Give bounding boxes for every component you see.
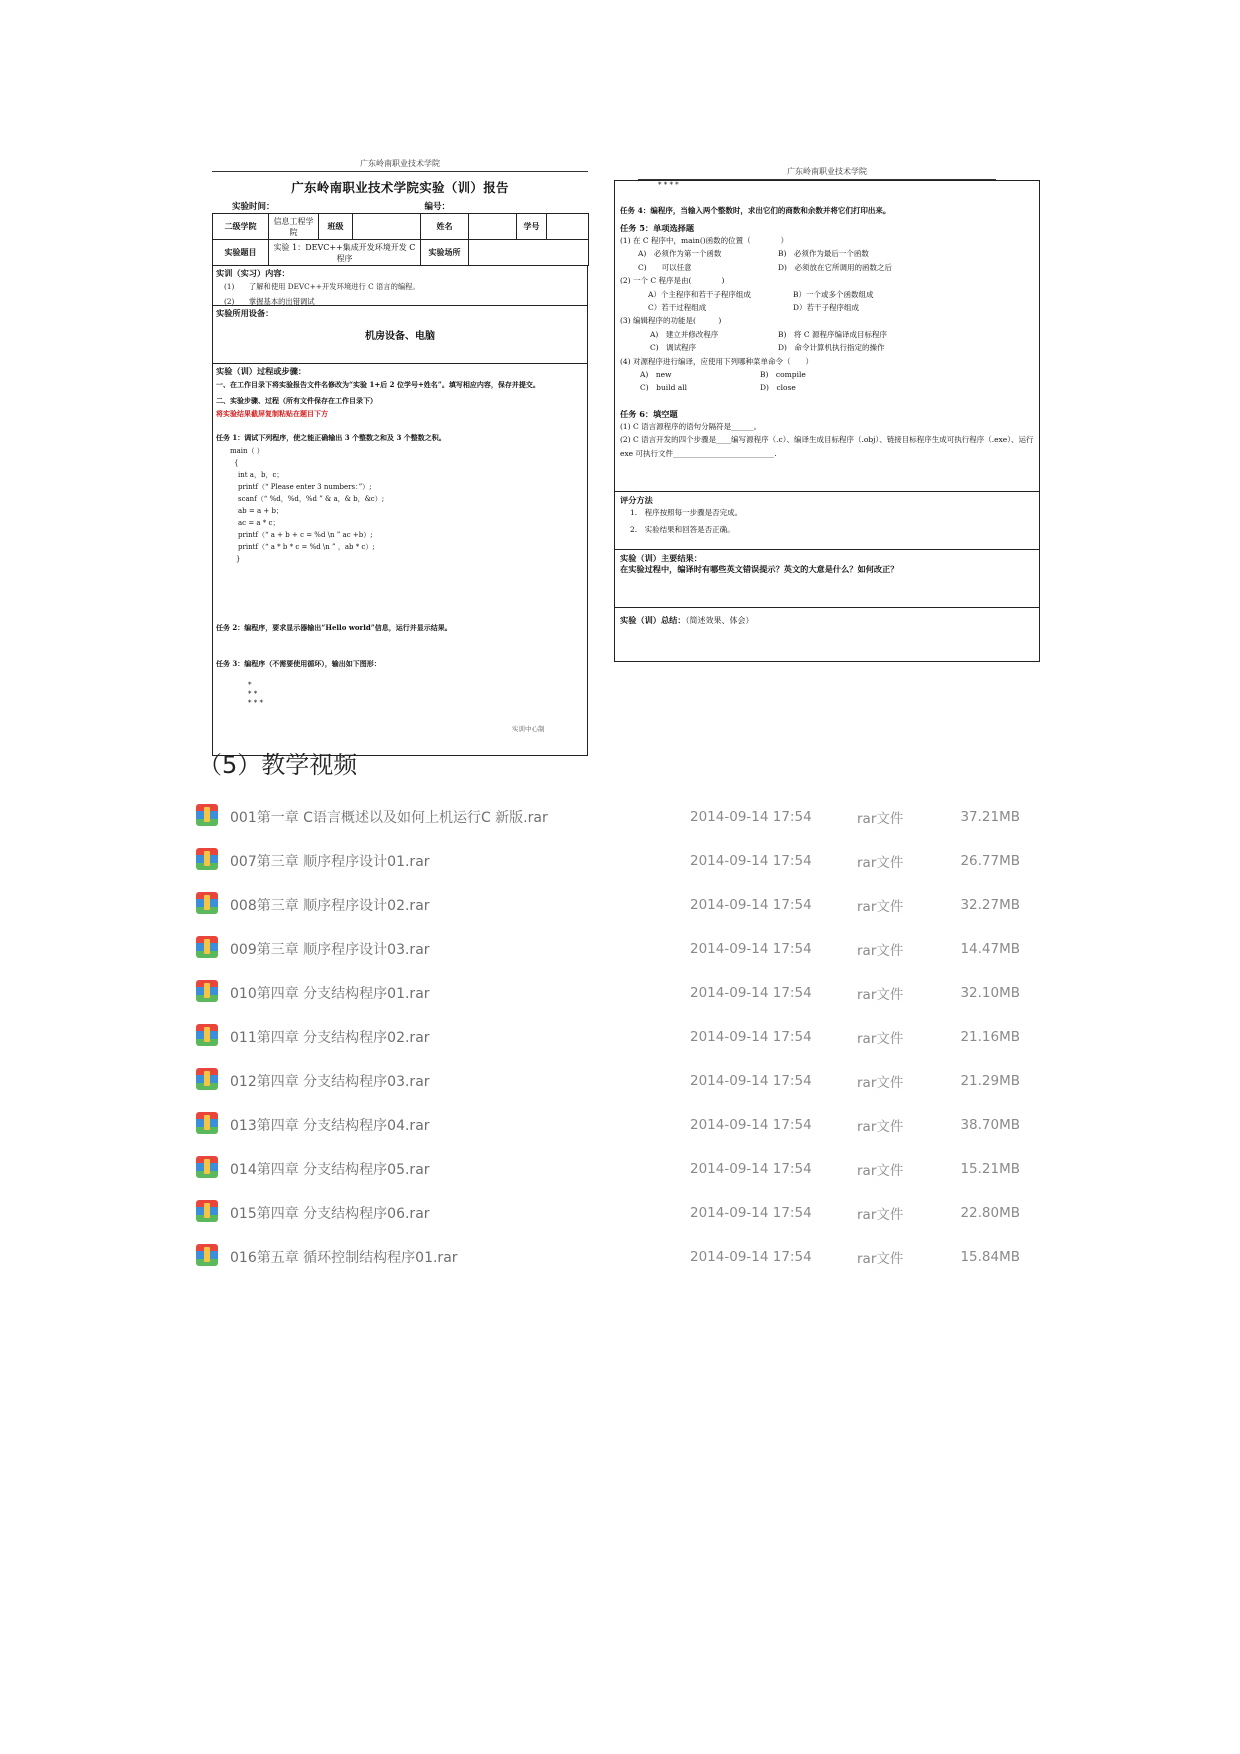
options-row [620, 247, 1034, 260]
option: C) build all [640, 383, 688, 393]
option: B) compile [760, 370, 806, 380]
code-line: int a，b，c； [238, 471, 284, 479]
option: D) close [760, 383, 796, 393]
file-size: 32.10MB [960, 985, 1020, 1001]
options-row [620, 301, 1034, 314]
steps-heading: 实验（训）过程或步骤： [216, 366, 307, 376]
place-label: 实验场所 [421, 240, 469, 266]
fill-question: (1) C 语言源程序的语句分隔符是______。 [620, 421, 762, 431]
file-size: 38.70MB [960, 1117, 1020, 1133]
task1-text: 任务 1：调试下列程序，使之能正确输出 3 个整数之和及 3 个整数之积。 [216, 433, 446, 442]
summary-hint: （简述效果、体会） [685, 616, 754, 625]
list-item[interactable] [196, 839, 1036, 883]
option: C) 可以任意 [638, 262, 692, 272]
grading-item: 1. 程序按照每一步骤是否完成。 [630, 508, 743, 517]
file-name[interactable]: 016第五章 循环控制结构程序01.rar [230, 1250, 458, 1266]
report-page-right [614, 166, 1040, 706]
equipment-heading: 实验所用设备： [216, 308, 274, 318]
topic-value: 实验 1：DEVC++集成开发环境开发 C 程序 [269, 240, 421, 266]
option: A）个主程序和若干子程序组成 [648, 289, 751, 299]
option: D）若干子程序组成 [793, 303, 860, 313]
file-type: rar文件 [857, 899, 904, 915]
code-line: } [236, 555, 241, 563]
option: B) 将 C 源程序编译成目标程序 [778, 329, 887, 339]
result-heading: 实验（训）主要结果： [620, 553, 702, 563]
id-value [547, 214, 589, 240]
file-type: rar文件 [857, 855, 904, 871]
content-heading: 实训（实习）内容： [216, 268, 290, 278]
file-name[interactable]: 001第一章 C语言概述以及如何上机运行C 新版.rar [230, 810, 548, 826]
number-label: 编号： [424, 202, 451, 212]
list-item[interactable] [196, 1235, 1036, 1279]
result-section [614, 550, 1040, 608]
file-size: 32.27MB [960, 897, 1020, 913]
file-name[interactable]: 014第四章 分支结构程序05.rar [230, 1162, 430, 1178]
rar-archive-icon [196, 1068, 218, 1090]
file-date: 2014-09-14 17:54 [690, 1073, 812, 1089]
file-size: 22.80MB [960, 1205, 1020, 1221]
file-date: 2014-09-14 17:54 [690, 853, 812, 869]
star-line: * [248, 681, 252, 689]
file-date: 2014-09-14 17:54 [690, 1161, 812, 1177]
file-type: rar文件 [857, 1207, 904, 1223]
code-block [216, 445, 584, 565]
steps-instruction-2: 二、实验步骤、过程（所有文件保存在工作目录下） [216, 396, 377, 405]
fill-question: (2) C 语言开发的四个步骤是____编写源程序（.c）、编译生成目标程序（.obj）、链接目标程序生成可执行程序（.exe）、运行 exe 可执行文件___________________________. [620, 435, 1034, 458]
list-item[interactable] [196, 1147, 1036, 1191]
steps-red-note: 将实验结果截屏复制粘贴在题目下方 [216, 409, 328, 418]
file-date: 2014-09-14 17:54 [690, 897, 812, 913]
file-type: rar文件 [857, 1163, 904, 1179]
code-line: main（ ） [230, 447, 264, 455]
result-text: 在实验过程中，编译时有哪些英文错误提示？英文的大意是什么？如何改正？ [620, 564, 899, 574]
option: D) 必须放在它所调用的函数之后 [778, 262, 892, 272]
time-label: 实验时间： [232, 202, 275, 212]
file-type: rar文件 [857, 943, 904, 959]
topic-label: 实验题目 [213, 240, 269, 266]
file-name[interactable]: 009第三章 顺序程序设计03.rar [230, 942, 430, 958]
equipment-section [212, 306, 588, 364]
file-date: 2014-09-14 17:54 [690, 1205, 812, 1221]
task4-text: 任务 4：编程序，当输入两个整数时，求出它们的商数和余数并将它们打印出来。 [620, 206, 891, 215]
rar-archive-icon [196, 1244, 218, 1266]
task5-6-section [614, 220, 1040, 492]
rar-archive-icon [196, 1024, 218, 1046]
content-item: (1) 了解和使用 DEVC++开发环境进行 C 语言的编程。 [224, 282, 420, 291]
file-name[interactable]: 015第四章 分支结构程序06.rar [230, 1206, 430, 1222]
file-name[interactable]: 010第四章 分支结构程序01.rar [230, 986, 430, 1002]
option: A) new [640, 370, 672, 380]
rar-archive-icon [196, 892, 218, 914]
task6-heading: 任务 6：填空题 [620, 408, 678, 419]
code-line: ac = a * c； [238, 519, 280, 527]
list-item[interactable] [196, 971, 1036, 1015]
code-line: printf（“ a + b + c = %d \n ” ac +b）; [238, 531, 373, 539]
file-date: 2014-09-14 17:54 [690, 1249, 812, 1265]
question: (1) 在 C 程序中，main()函数的位置（ ） [620, 236, 789, 245]
place-value [469, 240, 589, 266]
file-list [196, 795, 1036, 1279]
file-size: 26.77MB [960, 853, 1020, 869]
section-title: （5）教学视频 [198, 751, 358, 779]
file-name[interactable]: 011第四章 分支结构程序02.rar [230, 1030, 430, 1046]
report-title: 广东岭南职业技术学院实验（训）报告 [291, 180, 509, 195]
option: B）一个或多个函数组成 [793, 289, 874, 299]
rar-archive-icon [196, 804, 218, 826]
file-date: 2014-09-14 17:54 [690, 1117, 812, 1133]
summary-section [614, 608, 1040, 662]
rar-archive-icon [196, 936, 218, 958]
list-item[interactable] [196, 1103, 1036, 1147]
option: D) 命令计算机执行指定的操作 [778, 343, 885, 353]
option: C）若干过程组成 [648, 303, 707, 313]
star-pattern [216, 681, 584, 708]
rar-archive-icon [196, 980, 218, 1002]
star-line: * * [248, 690, 258, 698]
class-label: 班级 [319, 214, 353, 240]
grading-section [614, 492, 1040, 550]
name-value [469, 214, 517, 240]
question: (3) 编辑程序的功能是( ) [620, 316, 722, 326]
meta-row [212, 200, 588, 212]
rar-archive-icon [196, 1156, 218, 1178]
option: A) 建立并修改程序 [650, 329, 719, 339]
school-header: 广东岭南职业技术学院 [787, 167, 867, 176]
list-item[interactable] [196, 1015, 1036, 1059]
options-row [620, 328, 1034, 341]
question: (4) 对源程序进行编译，应使用下列哪种菜单命令（ ） [620, 356, 814, 366]
list-item[interactable] [196, 1191, 1036, 1235]
file-size: 37.21MB [960, 809, 1020, 825]
task5-heading: 任务 5：单项选择题 [620, 223, 695, 233]
file-name[interactable]: 013第四章 分支结构程序04.rar [230, 1118, 430, 1134]
code-line: { [234, 459, 239, 467]
content-section [212, 266, 588, 306]
option: B) 必须作为最后一个函数 [778, 249, 869, 259]
footnote: 实训中心制 [512, 725, 545, 733]
code-line: scanf（“ %d，%d，%d ” & a，& b，&c）; [238, 495, 385, 503]
list-item[interactable] [196, 1059, 1036, 1103]
file-date: 2014-09-14 17:54 [690, 809, 812, 825]
file-type: rar文件 [857, 811, 904, 827]
equipment-value: 机房设备、电脑 [365, 331, 435, 342]
file-type: rar文件 [857, 1031, 904, 1047]
code-line: ab = a + b； [238, 507, 283, 515]
file-name[interactable]: 007第三章 顺序程序设计01.rar [230, 854, 430, 870]
rar-archive-icon [196, 1112, 218, 1134]
class-value [353, 214, 421, 240]
options-row [620, 261, 1034, 274]
code-line: printf（“ Please enter 3 numbers：”）; [238, 483, 372, 491]
steps-section [212, 364, 588, 756]
steps-instruction-1: 一、在工作目录下将实验报告文件名修改为“实验 1+后 2 位学号+姓名”。填写相应内容，保存并提交。 [216, 380, 540, 389]
file-type: rar文件 [857, 1075, 904, 1091]
task3-text: 任务 3：编程序（不需要使用循环），输出如下图形： [216, 659, 381, 668]
info-table [212, 213, 589, 266]
file-size: 21.29MB [960, 1073, 1020, 1089]
option: A) 必须作为第一个函数 [638, 249, 722, 259]
file-size: 14.47MB [960, 941, 1020, 957]
list-item[interactable] [196, 883, 1036, 927]
list-item[interactable] [196, 795, 1036, 839]
file-date: 2014-09-14 17:54 [690, 985, 812, 1001]
question: (2) 一个 C 程序是由( ) [620, 276, 725, 286]
options-row [620, 368, 1034, 381]
summary-heading: 实验（训）总结： [620, 615, 686, 625]
grading-item: 2. 实验结果和回答是否正确。 [630, 525, 735, 535]
grading-heading: 评分方法 [620, 495, 653, 505]
file-size: 15.84MB [960, 1249, 1020, 1265]
file-date: 2014-09-14 17:54 [690, 941, 812, 957]
school-header: 广东岭南职业技术学院 [360, 159, 440, 168]
id-label: 学号 [517, 214, 547, 240]
college-value: 信息工程学院 [269, 214, 319, 240]
option: C) 调试程序 [650, 343, 697, 353]
list-item[interactable] [196, 927, 1036, 971]
options-row [620, 381, 1034, 394]
task2-text: 任务 2：编程序，要求显示器输出“Hello world”信息，运行并显示结果。 [216, 623, 452, 632]
name-label: 姓名 [421, 214, 469, 240]
header-rule [212, 171, 588, 172]
code-line: printf（“ a * b * c = %d \n ” ，ab * c）; [238, 543, 375, 551]
file-date: 2014-09-14 17:54 [690, 1029, 812, 1045]
rar-archive-icon [196, 848, 218, 870]
file-size: 21.16MB [960, 1029, 1020, 1045]
options-row [620, 341, 1034, 354]
star-line: * * * [248, 699, 263, 707]
file-name[interactable]: 012第四章 分支结构程序03.rar [230, 1074, 430, 1090]
stars-top: * * * * [658, 181, 679, 189]
options-row [620, 288, 1034, 301]
rar-archive-icon [196, 1200, 218, 1222]
file-type: rar文件 [857, 1251, 904, 1267]
content-item: (2) 掌握基本的出错调试 [224, 297, 315, 306]
file-type: rar文件 [857, 987, 904, 1003]
file-size: 15.21MB [960, 1161, 1020, 1177]
file-type: rar文件 [857, 1119, 904, 1135]
report-page-left [212, 158, 588, 733]
college-label: 二级学院 [213, 214, 269, 240]
file-name[interactable]: 008第三章 顺序程序设计02.rar [230, 898, 430, 914]
